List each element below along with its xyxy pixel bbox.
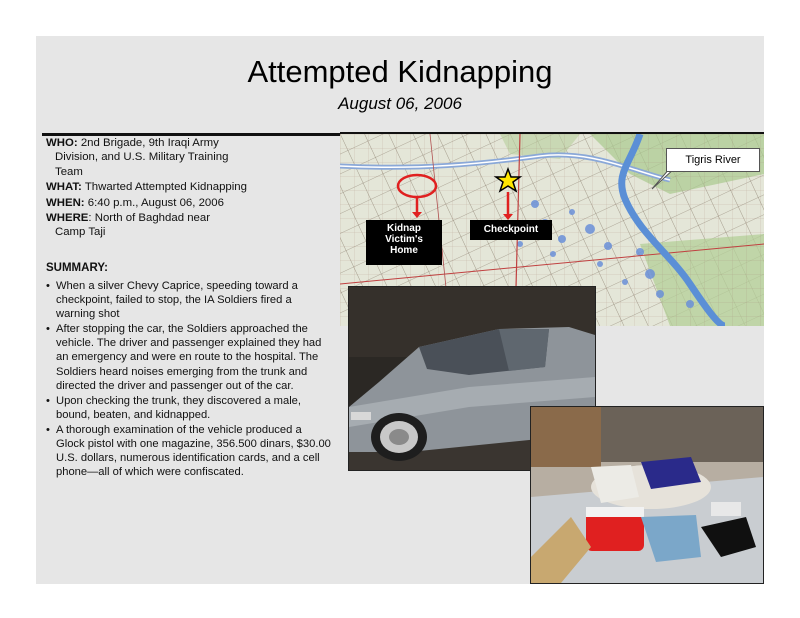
what-value: Thwarted Attempted Kidnapping: [84, 181, 247, 194]
where-line1: : North of Baghdad near: [88, 212, 210, 225]
evidence-photo: [530, 406, 764, 584]
evidence-image: [531, 407, 763, 583]
when-value: 6:40 p.m., August 06, 2006: [87, 196, 224, 209]
what-fact: [46, 180, 336, 194]
what-label: WHAT:: [46, 181, 82, 194]
home-label-line2: Victim's: [385, 234, 423, 245]
where-line2: Camp Taji: [55, 226, 106, 239]
home-label-line1: Kidnap: [387, 223, 421, 234]
slide: [36, 36, 764, 584]
who-line2: Division, and U.S. Military Training: [55, 151, 229, 164]
river-label: Tigris River: [666, 148, 760, 172]
who-fact: [46, 136, 336, 179]
summary-bullet: • A thorough examination of the vehicle produced a Glock pistol with one magazine, 356.500 dinars, $30.00 U.S. dollars, numerous identification cards, and a cell phone—all of which were confiscated.: [46, 423, 331, 479]
summary-bullet: • Upon checking the trunk, they discovered a male, bound, beaten, and kidnapped.: [46, 394, 331, 422]
where-fact: [46, 211, 336, 240]
facts-block: [46, 136, 336, 241]
home-callout: [366, 220, 442, 265]
checkpoint-callout: Checkpoint: [470, 220, 552, 240]
summary-heading: SUMMARY:: [46, 262, 108, 274]
summary-bullet: • After stopping the car, the Soldiers approached the vehicle. The driver and passenger explained they had an emergency and were en route to the hospital. The Soldiers heard noises emerging from the trunk and directed the driver and passenger out of the car.: [46, 322, 331, 392]
who-line3: Team: [55, 165, 83, 178]
when-label: WHEN:: [46, 196, 85, 209]
where-label: WHERE: [46, 212, 89, 225]
who-label: WHO:: [46, 137, 78, 149]
home-label-line3: Home: [390, 245, 418, 256]
page-title: Attempted Kidnapping: [247, 54, 553, 89]
page-subtitle: August 06, 2006: [338, 94, 462, 113]
summary-list: [46, 279, 331, 480]
who-line1: 2nd Brigade, 9th Iraqi Army: [80, 137, 219, 149]
summary-bullet: • When a silver Chevy Caprice, speeding toward a checkpoint, failed to stop, the IA Soldiers fired a warning shot: [46, 279, 331, 321]
when-fact: [46, 196, 336, 210]
